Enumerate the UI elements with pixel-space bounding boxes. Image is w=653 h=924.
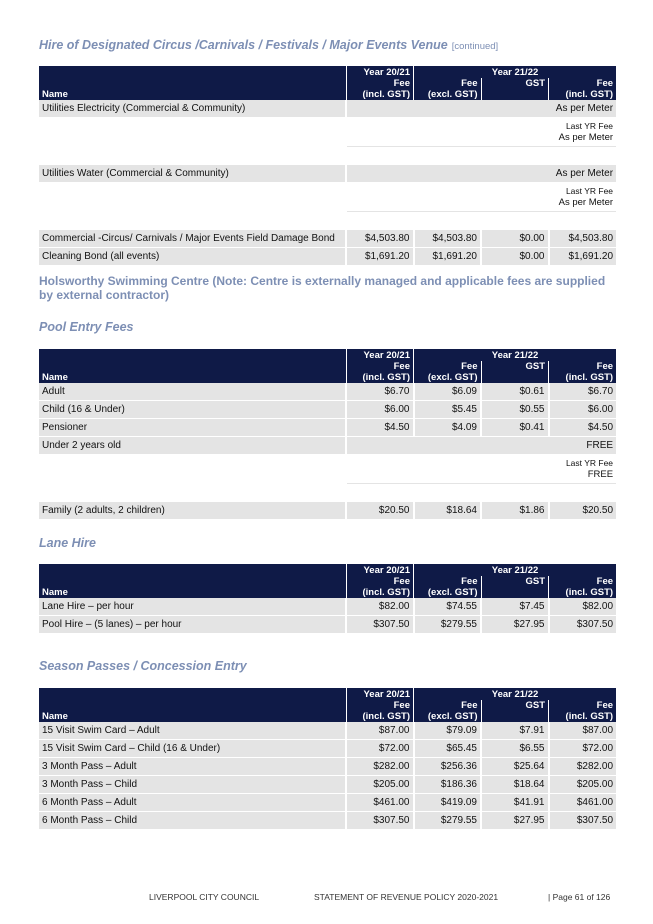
- row-name: Pool Hire – (5 lanes) – per hour: [39, 616, 346, 634]
- last-year-value: FREE: [587, 469, 614, 480]
- table-row: [39, 758, 616, 776]
- row-name: Utilities Electricity (Commercial & Community): [39, 100, 346, 118]
- fee-incl: $4,503.80: [549, 230, 617, 248]
- fee-incl: $1,691.20: [549, 248, 617, 266]
- header-gst: GST: [481, 78, 549, 100]
- last-year-value: As per Meter: [558, 132, 614, 143]
- row-name: Pensioner: [39, 419, 346, 437]
- table-row: [39, 437, 616, 455]
- header-fee-incl-prev-line1: Fee: [393, 700, 410, 711]
- row-name: 3 Month Pass – Child: [39, 776, 346, 794]
- header-fee-excl-line1: Fee: [461, 700, 478, 711]
- section-title-season-passes: Season Passes / Concession Entry: [39, 659, 247, 673]
- fee-excl: $65.45: [414, 740, 482, 758]
- row-name: Utilities Water (Commercial & Community): [39, 165, 346, 183]
- fee-gst: $0.41: [481, 419, 549, 437]
- fee-excl: $1,691.20: [414, 248, 482, 266]
- fee-prev: $461.00: [346, 794, 414, 812]
- header-fee-incl-prev-line2: (incl. GST): [362, 587, 410, 598]
- header-fee-incl-line1: Fee: [596, 361, 614, 372]
- fee-gst: $18.64: [481, 776, 549, 794]
- fee-excl: $79.09: [414, 722, 482, 740]
- fee-prev: $205.00: [346, 776, 414, 794]
- table-header: [39, 564, 616, 598]
- header-fee-incl: [549, 78, 617, 100]
- fee-incl: $20.50: [549, 502, 617, 520]
- table-row: [39, 722, 616, 740]
- section-title-pool-entry: Pool Entry Fees: [39, 320, 134, 334]
- header-fee-incl: [549, 576, 617, 598]
- fee-incl: $282.00: [549, 758, 617, 776]
- row-name: Adult: [39, 383, 346, 401]
- footer-doc-title: STATEMENT OF REVENUE POLICY 2020-2021: [314, 892, 499, 902]
- header-gst: GST: [481, 576, 549, 598]
- header-fee-incl-prev: [346, 700, 414, 722]
- continued-label: [continued]: [451, 41, 499, 52]
- fee-excl: $6.09: [414, 383, 482, 401]
- table-row: [39, 740, 616, 758]
- table-row: [39, 776, 616, 794]
- fee-gst: $27.95: [481, 812, 549, 830]
- table-row: [39, 502, 616, 520]
- fee-prev: $72.00: [346, 740, 414, 758]
- header-fee-incl: [549, 361, 617, 383]
- last-year-row: [39, 455, 616, 484]
- row-name: 6 Month Pass – Child: [39, 812, 346, 830]
- row-fee-text: As per Meter: [346, 100, 616, 118]
- fee-table-lane-hire: [39, 564, 616, 634]
- fee-incl: $6.70: [549, 383, 617, 401]
- blank-cell: [39, 118, 346, 147]
- header-fee-incl-prev-line1: Fee: [393, 576, 410, 587]
- header-year-curr: Year 21/22: [414, 66, 617, 78]
- fee-prev: $4,503.80: [346, 230, 414, 248]
- fee-prev: $1,691.20: [346, 248, 414, 266]
- table-row: [39, 165, 616, 183]
- header-year-curr: Year 21/22: [414, 564, 617, 576]
- header-fee-incl-prev-line2: (incl. GST): [362, 89, 410, 100]
- row-name: Under 2 years old: [39, 437, 346, 455]
- fee-gst: $0.00: [481, 248, 549, 266]
- header-fee-incl-prev-line2: (incl. GST): [362, 372, 410, 383]
- header-fee-excl: [414, 78, 482, 100]
- table-row: [39, 812, 616, 830]
- header-fee-incl-line2: (incl. GST): [565, 372, 614, 383]
- fee-gst: $27.95: [481, 616, 549, 634]
- footer-page-number: | Page 61 of 126: [548, 892, 611, 902]
- row-fee-text: FREE: [346, 437, 616, 455]
- header-gst: GST: [481, 361, 549, 383]
- header-fee-excl: [414, 361, 482, 383]
- header-fee-excl-line1: Fee: [461, 361, 478, 372]
- fee-incl: $461.00: [549, 794, 617, 812]
- fee-prev: $6.00: [346, 401, 414, 419]
- table-row: [39, 598, 616, 616]
- table-row: [39, 616, 616, 634]
- table-row: [39, 419, 616, 437]
- header-name: Name: [39, 688, 346, 722]
- last-year-value: As per Meter: [558, 197, 614, 208]
- fee-excl: $74.55: [414, 598, 482, 616]
- fee-excl: $419.09: [414, 794, 482, 812]
- row-name: Family (2 adults, 2 children): [39, 502, 346, 520]
- fee-gst: $6.55: [481, 740, 549, 758]
- row-name: 15 Visit Swim Card – Child (16 & Under): [39, 740, 346, 758]
- section-title-holsworthy: Holsworthy Swimming Centre (Note: Centre is externally managed and applicable fees are supplied by external contractor): [39, 274, 606, 302]
- blank-cell: [39, 455, 346, 484]
- section-title-hire: [39, 38, 498, 52]
- header-fee-incl-prev: [346, 576, 414, 598]
- table-row: [39, 248, 616, 266]
- fee-prev: $307.50: [346, 616, 414, 634]
- last-year-label: Last YR Fee: [565, 186, 614, 196]
- fee-excl: $256.36: [414, 758, 482, 776]
- header-fee-incl-prev-line1: Fee: [393, 361, 410, 372]
- fee-gst: $41.91: [481, 794, 549, 812]
- fee-gst: $7.45: [481, 598, 549, 616]
- fee-prev: $282.00: [346, 758, 414, 776]
- table-row: [39, 230, 616, 248]
- fee-incl: $307.50: [549, 812, 617, 830]
- fee-gst: $0.61: [481, 383, 549, 401]
- table-row: [39, 100, 616, 118]
- header-fee-incl-prev-line2: (incl. GST): [362, 711, 410, 722]
- header-fee-incl-line1: Fee: [596, 78, 614, 89]
- row-name: Commercial -Circus/ Carnivals / Major Events Field Damage Bond: [39, 230, 346, 248]
- fee-prev: $307.50: [346, 812, 414, 830]
- header-fee-incl-line1: Fee: [596, 700, 614, 711]
- header-year-curr: Year 21/22: [414, 349, 617, 361]
- fee-gst: $0.55: [481, 401, 549, 419]
- table-header: [39, 66, 616, 100]
- header-fee-incl-line2: (incl. GST): [565, 587, 614, 598]
- header-fee-excl-line2: (excl. GST): [427, 372, 478, 383]
- table-header: [39, 349, 616, 383]
- header-fee-incl-line2: (incl. GST): [565, 711, 614, 722]
- header-year-prev: Year 20/21: [346, 66, 414, 78]
- header-fee-incl-prev: [346, 78, 414, 100]
- fee-table-season-passes: [39, 688, 616, 830]
- row-name: 15 Visit Swim Card – Adult: [39, 722, 346, 740]
- fee-table-pool-entry: [39, 349, 616, 520]
- row-name: Cleaning Bond (all events): [39, 248, 346, 266]
- last-year-row: [39, 183, 616, 212]
- fee-incl: $6.00: [549, 401, 617, 419]
- header-fee-incl-prev-line1: Fee: [393, 78, 410, 89]
- fee-prev: $20.50: [346, 502, 414, 520]
- table-row: [39, 401, 616, 419]
- fee-incl: $72.00: [549, 740, 617, 758]
- fee-excl: $279.55: [414, 812, 482, 830]
- header-name: Name: [39, 66, 346, 100]
- header-year-prev: Year 20/21: [346, 688, 414, 700]
- footer-org: LIVERPOOL CITY COUNCIL: [149, 892, 260, 902]
- fee-gst: $25.64: [481, 758, 549, 776]
- header-gst: GST: [481, 700, 549, 722]
- row-name: 6 Month Pass – Adult: [39, 794, 346, 812]
- header-fee-excl-line1: Fee: [461, 576, 478, 587]
- section-title-lane-hire: Lane Hire: [39, 536, 96, 550]
- header-year-curr: Year 21/22: [414, 688, 617, 700]
- blank-cell: [39, 183, 346, 212]
- fee-excl: $4,503.80: [414, 230, 482, 248]
- fee-incl: $82.00: [549, 598, 617, 616]
- header-year-prev: Year 20/21: [346, 564, 414, 576]
- last-year-fee: [346, 183, 616, 212]
- fee-table-hire: [39, 66, 616, 266]
- header-fee-excl-line2: (excl. GST): [427, 711, 478, 722]
- table-row: [39, 794, 616, 812]
- header-fee-incl-prev: [346, 361, 414, 383]
- fee-prev: $6.70: [346, 383, 414, 401]
- fee-excl: $18.64: [414, 502, 482, 520]
- fee-incl: $205.00: [549, 776, 617, 794]
- header-fee-excl: [414, 576, 482, 598]
- fee-incl: $4.50: [549, 419, 617, 437]
- last-year-fee: [346, 118, 616, 147]
- last-year-row: [39, 118, 616, 147]
- header-fee-incl-line2: (incl. GST): [565, 89, 614, 100]
- fee-gst: $7.91: [481, 722, 549, 740]
- row-fee-text: As per Meter: [346, 165, 616, 183]
- fee-excl: $279.55: [414, 616, 482, 634]
- fee-prev: $4.50: [346, 419, 414, 437]
- fee-prev: $82.00: [346, 598, 414, 616]
- header-fee-excl-line2: (excl. GST): [427, 587, 478, 598]
- fee-excl: $5.45: [414, 401, 482, 419]
- header-fee-excl-line1: Fee: [461, 78, 478, 89]
- header-fee-excl-line2: (excl. GST): [427, 89, 478, 100]
- row-name: Child (16 & Under): [39, 401, 346, 419]
- header-name: Name: [39, 349, 346, 383]
- row-name: Lane Hire – per hour: [39, 598, 346, 616]
- header-fee-incl-line1: Fee: [596, 576, 614, 587]
- fee-gst: $0.00: [481, 230, 549, 248]
- fee-incl: $87.00: [549, 722, 617, 740]
- table-header: [39, 688, 616, 722]
- fee-incl: $307.50: [549, 616, 617, 634]
- fee-excl: $4.09: [414, 419, 482, 437]
- header-fee-excl: [414, 700, 482, 722]
- row-name: 3 Month Pass – Adult: [39, 758, 346, 776]
- header-year-prev: Year 20/21: [346, 349, 414, 361]
- fee-prev: $87.00: [346, 722, 414, 740]
- section-title-text: Hire of Designated Circus /Carnivals / Festivals / Major Events Venue: [39, 38, 448, 52]
- last-year-label: Last YR Fee: [565, 458, 614, 468]
- header-fee-incl: [549, 700, 617, 722]
- fee-gst: $1.86: [481, 502, 549, 520]
- table-row: [39, 383, 616, 401]
- last-year-label: Last YR Fee: [565, 121, 614, 131]
- header-name: Name: [39, 564, 346, 598]
- fee-excl: $186.36: [414, 776, 482, 794]
- last-year-fee: [346, 455, 616, 484]
